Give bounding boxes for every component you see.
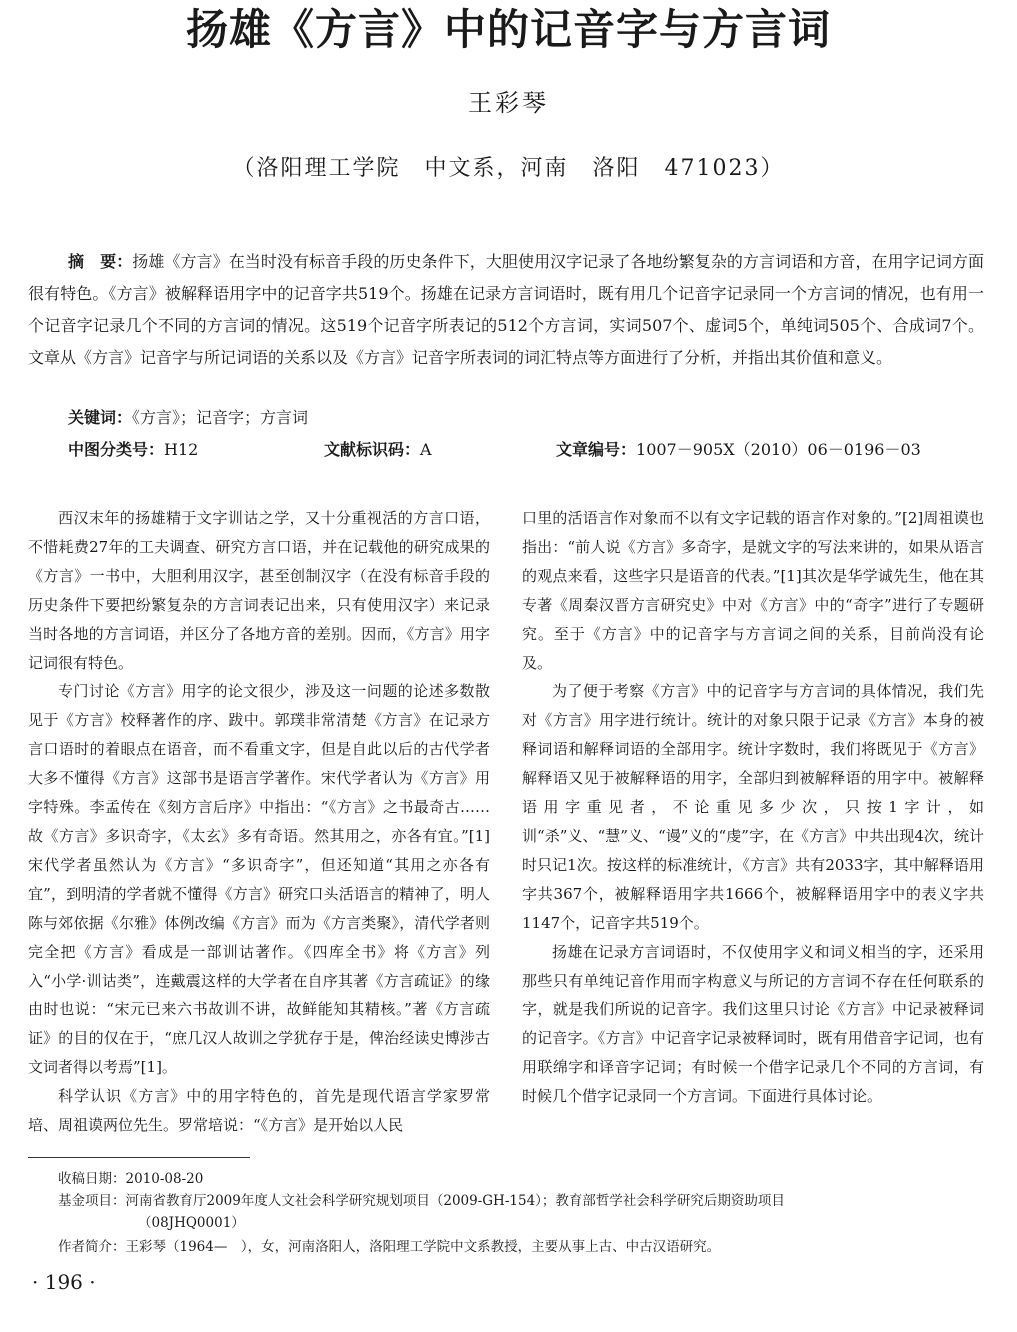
body-paragraph: 科学认识《方言》中的用字特色的，首先是现代语言学家罗常培、周祖谟两位先生。罗常培说：“《方言》是开始以人民 — [28, 1087, 490, 1135]
paper-title: 扬雄《方言》中的记音字与方言词 — [185, 5, 831, 54]
article-number-value: 1007－905X（2010）06－0196－03 — [636, 440, 921, 459]
doc-code-value: A — [420, 440, 432, 459]
body-paragraph: 口里的活语言作对象而不以有文字记载的语言作对象的。”[2]周祖谟也指出：“前人说《方言》多奇字，是就文字的写法来讲的，如果从语言的观点来看，这些字只是语音的代表。”[1]其次是华学诚先生，他在其专著《周秦汉晋方言研究史》中对《方言》中的“奇字”进行了专题研究。至于《方言》中的记音字与方言词之间的关系，目前尚没有论及。 — [522, 509, 984, 672]
abstract-label: 摘 要： — [68, 252, 133, 271]
article-number — [556, 436, 921, 464]
clc-value: H12 — [164, 440, 199, 459]
doc-code-label: 文献标识码： — [324, 440, 421, 459]
footnote-author-bio: 作者简介：王彩琴（1964— ），女，河南洛阳人，洛阳理工学院中文系教授，主要从事上古、中古汉语研究。 — [58, 1239, 721, 1255]
keywords-label: 关键词： — [68, 408, 133, 427]
clc-number — [68, 436, 198, 464]
document-code — [324, 436, 432, 464]
body-paragraph: 扬雄在记录方言词语时，不仅使用字义和词义相当的字，还采用那些只有单纯记音作用而字构意义与所记的方言词不存在任何联系的字，就是我们所说的记音字。我们这里只讨论《方言》中记录被释词的记音字。《方言》中记音字记录被释词时，既有用借音字记词，也有用联绵字和译音字记词；有时候一个借字记录几个不同的方言词，有时候几个借字记录同一个方言词。下面进行具体讨论。 — [522, 942, 984, 1106]
footnote-received-date: 收稿日期：2010-08-20 — [58, 1171, 204, 1187]
footnote-divider — [28, 1157, 250, 1158]
body-paragraph: 为了便于考察《方言》中的记音字与方言词的具体情况，我们先对《方言》用字进行统计。统计的对象只限于记录《方言》本身的被释词语和解释词语的全部用字。统计字数时，我们将既见于《方言》解释语又见于被解释语的用字，全部归到被解释语的用字中。被解释语用字重见者，不论重见多少次，只按1字计，如训“杀”义、“慧”义、“谩”义的“虔”字，在《方言》中共出现4次，统计时只记1次。按这样的标准统计，《方言》共有2033字，其中解释语用字共367个，被解释语用字共1666个，被解释语用字中的表义字共1147个，记音字共519个。 — [522, 682, 984, 932]
footnote-fund-line: 基金项目：河南省教育厅2009年度人文社会科学研究规划项目（2009-GH-154）；教育部哲学社会科学研究后期资助项目 — [58, 1193, 785, 1209]
body-column-right — [522, 504, 984, 1111]
article-number-label: 文章编号： — [556, 440, 637, 459]
clc-label: 中图分类号： — [68, 440, 165, 459]
body-paragraph: 西汉末年的扬雄精于文字训诂之学，又十分重视活的方言口语，不惜耗费27年的工夫调查、研究方言口语，并在记载他的研究成果的《方言》一书中，大胆利用汉字，甚至创制汉字（在没有标音手段的历史条件下要把纷繁复杂的方言词表记出来，只有使用汉字）来记录当时各地的方言词语，并区分了各地方音的差别。因而，《方言》用字记词很有特色。 — [28, 509, 490, 672]
author-affiliation: （洛阳理工学院 中文系，河南 洛阳 471023） — [232, 156, 785, 181]
body-column-left — [28, 504, 490, 1140]
footnote-fund — [58, 1190, 988, 1234]
abstract — [28, 246, 984, 374]
abstract-text: 扬雄《方言》在当时没有标音手段的历史条件下，大胆使用汉字记录了各地纷繁复杂的方言词语和方音，在用字记词方面很有特色。《方言》被解释语用字中的记音字共519个。扬雄在记录方言词语时，既有用几个记音字记录同一个方言词的情况，也有用一个记音字记录几个不同的方言词的情况。这519个记音字所表记的512个方言词，实词507个、虚词5个，单纯词505个、合成词7个。文章从《方言》记音字与所记词语的关系以及《方言》记音字所表词的词汇特点等方面进行了分析，并指出其价值和意义。 — [28, 252, 984, 367]
author-name: 王彩琴 — [468, 89, 549, 117]
keywords-text: 《方言》；记音字；方言词 — [132, 408, 309, 427]
footnote-fund-line: （08JHQ0001） — [138, 1215, 245, 1231]
body-paragraph: 专门讨论《方言》用字的论文很少，涉及这一问题的论述多数散见于《方言》校释著作的序、跋中。郭璞非常清楚《方言》在记录方言口语时的着眼点在语音，而不看重文字，但是自此以后的古代学者大多不懂得《方言》这部书是语言学著作。宋代学者认为《方言》用字特殊。李孟传在《刻方言后序》中指出：“《方言》之书最奇古……故《方言》多识奇字，《太玄》多有奇语。然其用之，亦各有宜。”[1]宋代学者虽然认为《方言》“多识奇字”，但还知道“其用之亦各有宜”，到明清的学者就不懂得《方言》研究口头活语言的精神了，明人陈与郊依据《尔雅》体例改编《方言》而为《方言类聚》，清代学者则完全把《方言》看成是一部训诂著作。《四库全书》将《方言》列入“小学·训诂类”，连戴震这样的大学者在自序其著《方言疏证》的缘由时也说：“宋元已来六书故训不讲，故鲜能知其精核。”著《方言疏证》的目的仅在于，“庶几汉人故训之学犹存于是，俾治经读史博涉古文词者得以考焉”[1]。 — [28, 682, 490, 1077]
keywords — [68, 404, 308, 432]
page-number: · 196 · — [32, 1270, 96, 1294]
